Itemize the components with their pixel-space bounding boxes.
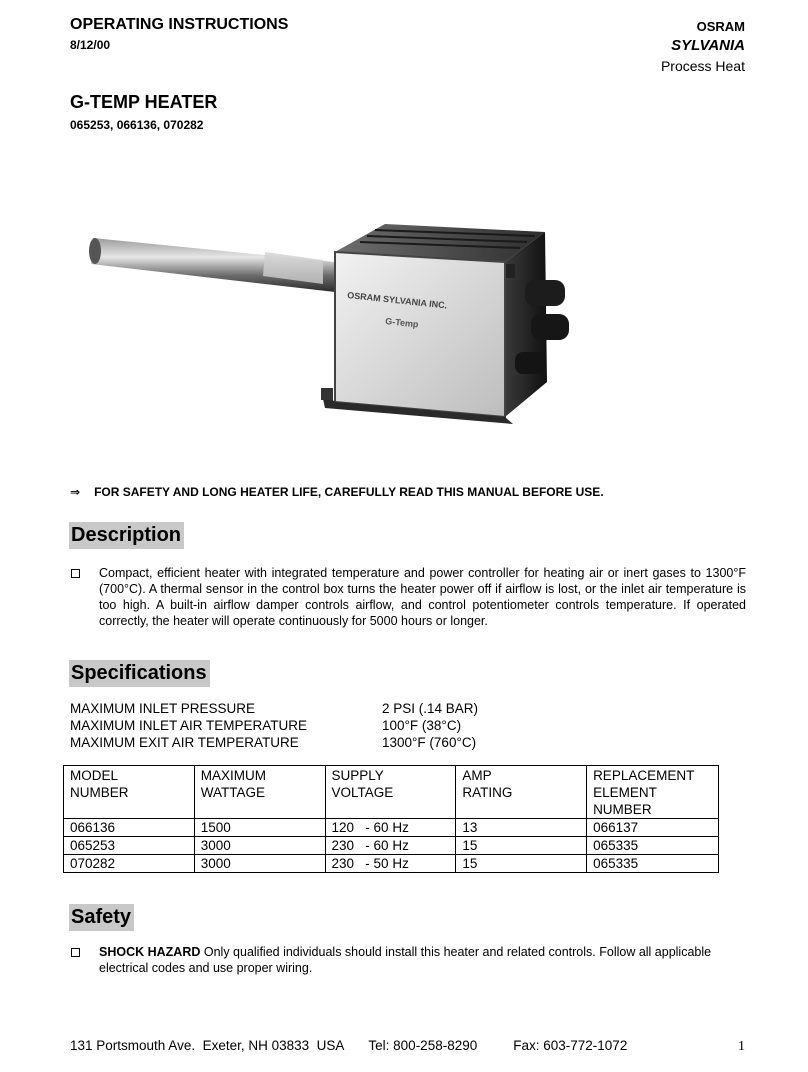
table-cell: 230 - 60 Hz xyxy=(325,837,456,855)
table-cell: 065253 xyxy=(64,837,195,855)
spec-value: 100°F (38°C) xyxy=(382,718,462,733)
table-cell: 065335 xyxy=(587,855,719,873)
table-cell: 066136 xyxy=(64,819,195,837)
connector-icon xyxy=(525,280,565,306)
description-bullet xyxy=(70,565,746,629)
column-header-voltage: SUPPLY VOLTAGE xyxy=(325,766,456,819)
table-cell: 3000 xyxy=(194,855,325,873)
specifications-heading: Specifications xyxy=(69,660,210,687)
column-header-wattage: MAXIMUM WATTAGE xyxy=(194,766,325,819)
table-cell: 15 xyxy=(456,855,587,873)
column-header-model: MODEL NUMBER xyxy=(64,766,195,819)
model-table xyxy=(63,765,719,873)
footer-fax: Fax: 603-772-1072 xyxy=(513,1038,628,1053)
safety-heading: Safety xyxy=(69,904,134,931)
spec-row xyxy=(70,717,510,734)
table-cell: 120 - 60 Hz xyxy=(325,819,456,837)
table-row xyxy=(64,837,719,855)
spec-label: MAXIMUM INLET AIR TEMPERATURE xyxy=(70,718,308,733)
shock-hazard-label: SHOCK HAZARD xyxy=(99,945,201,959)
table-row xyxy=(64,855,719,873)
document-date: 8/12/00 xyxy=(70,38,111,52)
brand-sylvania: SYLVANIA xyxy=(671,37,745,54)
connector-icon xyxy=(515,352,545,374)
table-row xyxy=(64,819,719,837)
column-header-replacement: REPLACEMENT ELEMENT NUMBER xyxy=(587,766,719,819)
brand-osram: OSRAM xyxy=(696,19,745,34)
safety-warning xyxy=(70,485,604,499)
footer xyxy=(70,1038,627,1053)
description-text: Compact, efficient heater with integrated temperature and power controller for heating air or inert gases to 1300°F (700°C). A thermal sensor in the control box turns the heater power off if airflow is lost, or the inlet air temperature is too high. A built-in airflow damper controls airflow, and control potentiometer controls temperature. If operated correctly, the heater will operate continuously for 5000 hours or longer. xyxy=(99,566,746,628)
spec-label: MAXIMUM INLET PRESSURE xyxy=(70,701,256,716)
footer-address: 131 Portsmouth Ave. Exeter, NH 03833 USA xyxy=(70,1038,345,1053)
table-cell: 070282 xyxy=(64,855,195,873)
column-header-amp: AMP RATING xyxy=(456,766,587,819)
photo-label-line2: G-Temp xyxy=(384,316,419,330)
division-name: Process Heat xyxy=(660,58,745,74)
table-cell: 066137 xyxy=(587,819,719,837)
description-heading: Description xyxy=(69,522,184,549)
table-header-row xyxy=(64,766,719,819)
product-title: G-TEMP HEATER xyxy=(70,92,218,112)
safety-text xyxy=(99,944,746,976)
safety-bullet xyxy=(70,944,746,976)
heater-photo xyxy=(85,212,605,437)
document-title: OPERATING INSTRUCTIONS xyxy=(70,16,289,33)
safety-body: Only qualified individuals should install this heater and related controls. Follow all applicable electrical codes and use proper wiring. xyxy=(99,945,712,975)
checkbox-bullet-icon xyxy=(71,569,80,578)
safety-warning-text: FOR SAFETY AND LONG HEATER LIFE, CAREFULLY READ THIS MANUAL BEFORE USE. xyxy=(94,485,604,499)
checkbox-bullet-icon xyxy=(71,948,80,957)
table-cell: 1500 xyxy=(194,819,325,837)
spec-row xyxy=(70,734,510,751)
table-cell: 065335 xyxy=(587,837,719,855)
spec-label: MAXIMUM EXIT AIR TEMPERATURE xyxy=(70,735,299,750)
footer-tel: Tel: 800-258-8290 xyxy=(368,1038,478,1053)
arrow-right-icon: ⇒ xyxy=(70,485,81,499)
connector-icon xyxy=(531,314,569,340)
spec-row xyxy=(70,700,510,717)
spec-value: 1300°F (760°C) xyxy=(382,735,477,750)
table-cell: 230 - 50 Hz xyxy=(325,855,456,873)
table-cell: 15 xyxy=(456,837,587,855)
table-cell: 13 xyxy=(456,819,587,837)
page-number: 1 xyxy=(738,1039,745,1054)
table-cell: 3000 xyxy=(194,837,325,855)
photo-label-line1: OSRAM SYLVANIA INC. xyxy=(346,290,448,311)
product-numbers: 065253, 066136, 070282 xyxy=(70,118,204,132)
spec-value: 2 PSI (.14 BAR) xyxy=(382,701,479,716)
